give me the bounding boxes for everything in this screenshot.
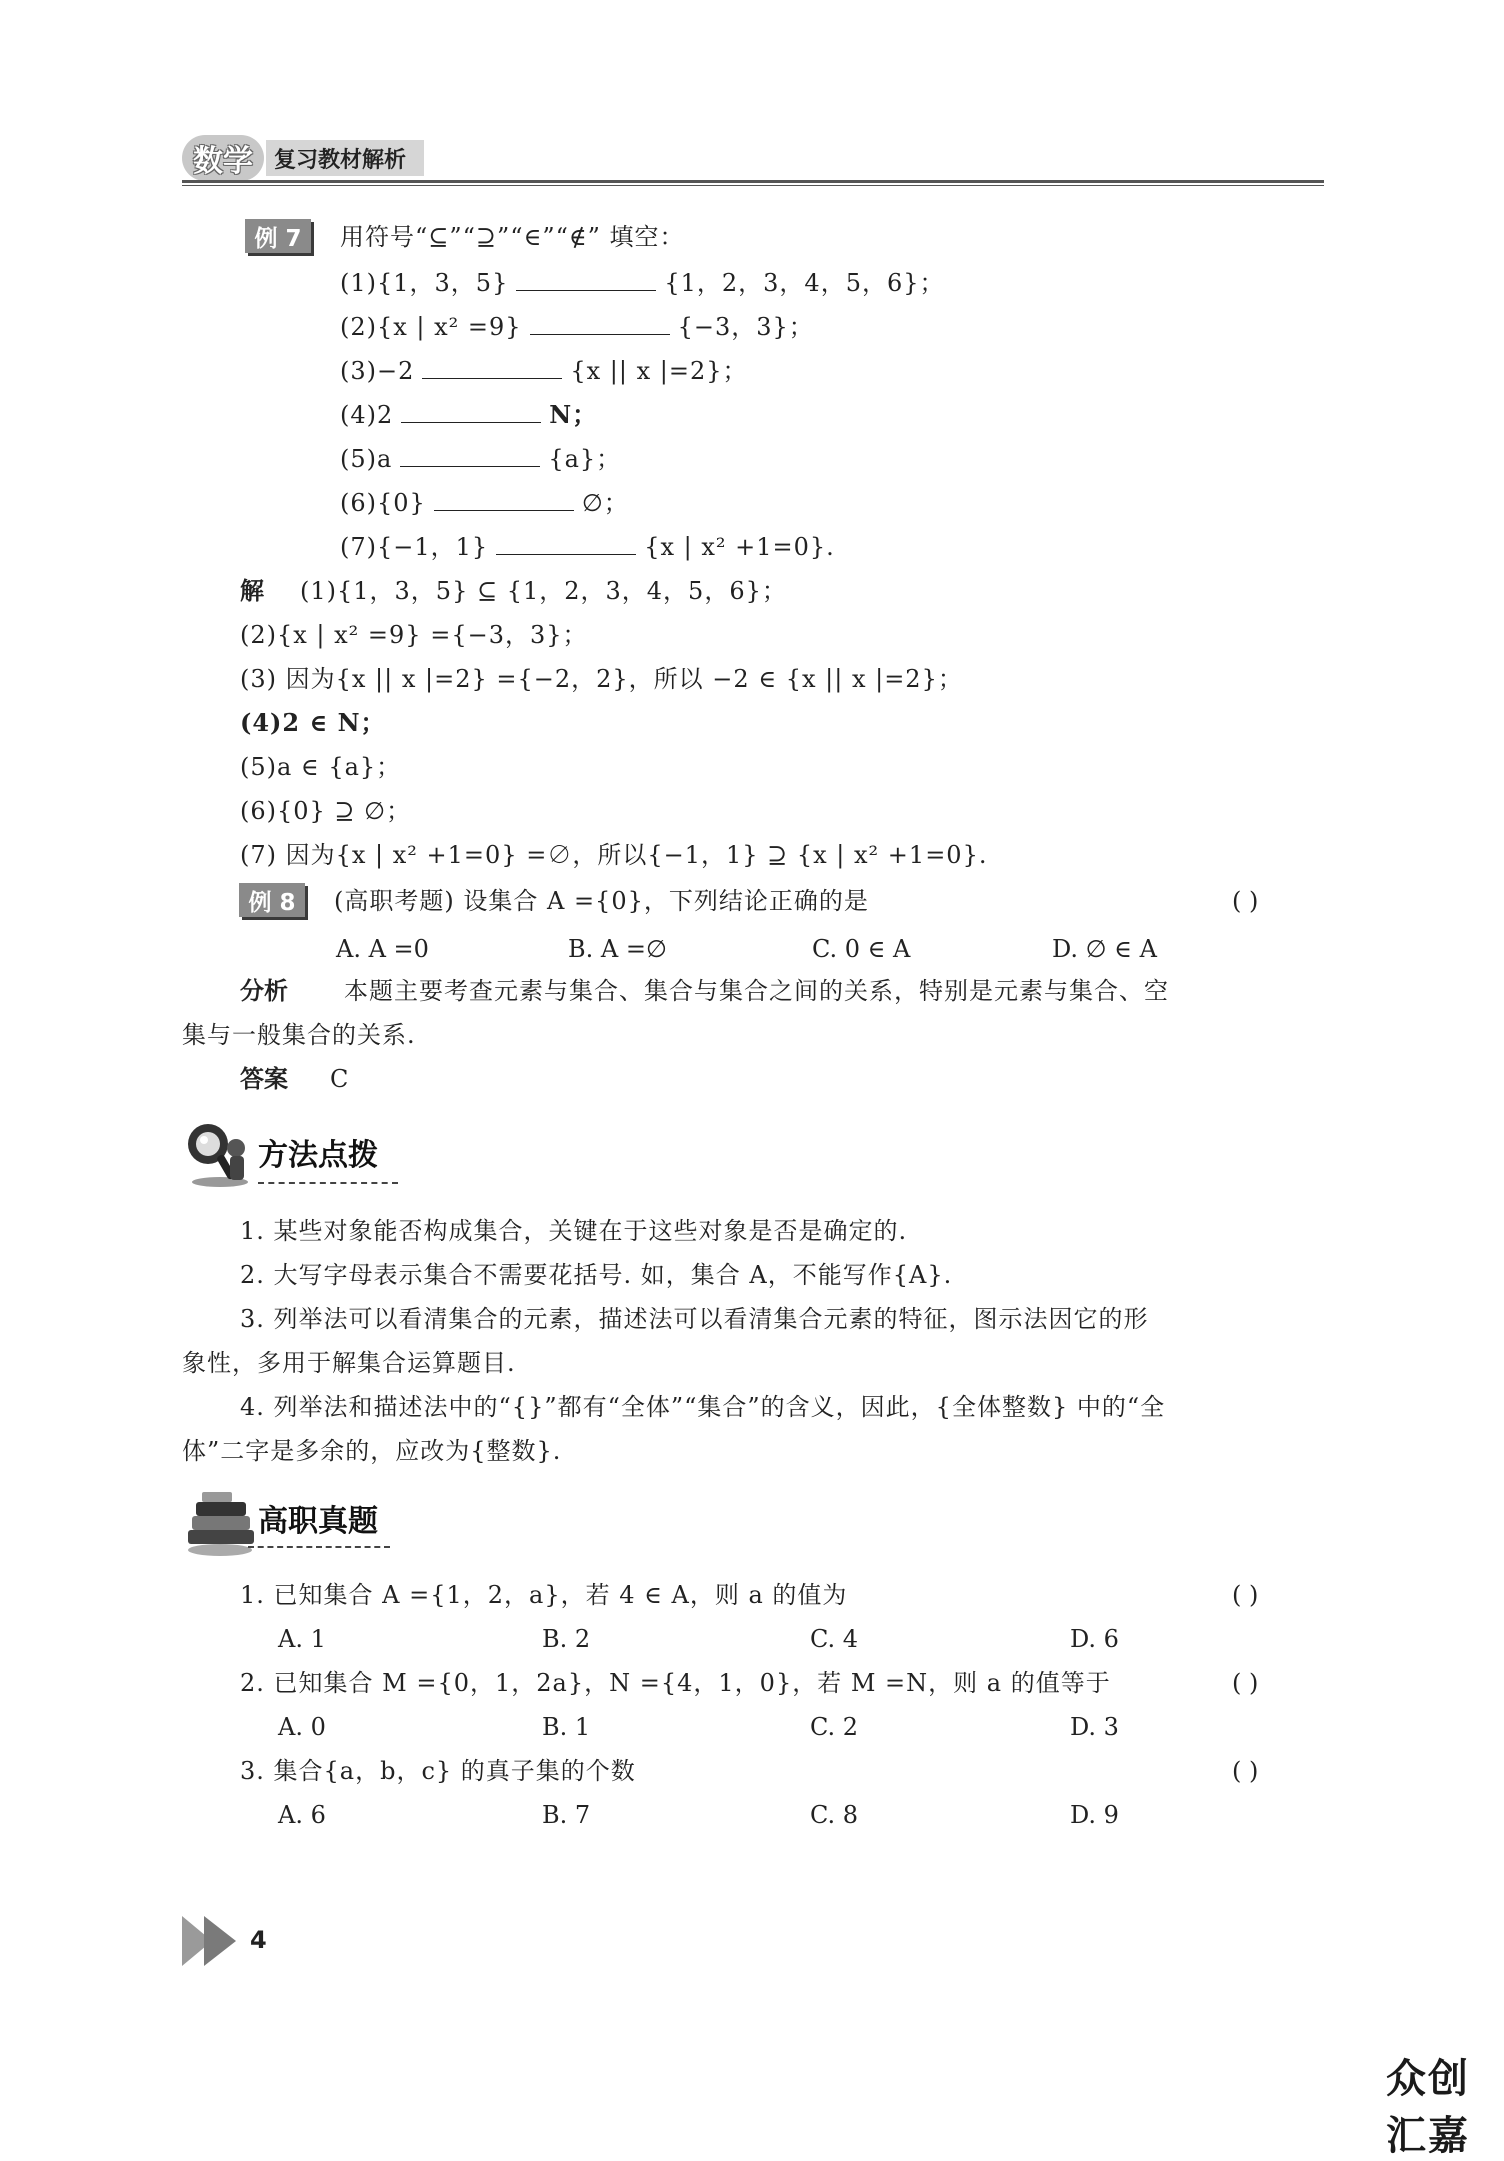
solution-label: 解 [240,577,264,605]
exam-question-2: 2. 已知集合 M ={0，1，2a}，N ={4，1，0}，若 M =N，则 a 的值等于 [240,1669,1111,1697]
example-8-question: (高职考题) 设集合 A ={0}，下列结论正确的是 [334,887,869,915]
answer-value: C [330,1065,350,1093]
method-point-4-cont: 体”二字是多余的，应改为{整数}. [182,1437,562,1465]
method-point-1: 1. 某些对象能否构成集合，关键在于这些对象是否是确定的. [240,1217,908,1245]
ex8-option-a: A. A =0 [336,935,429,963]
solution-line-2: (2){x | x² =9} ={−3，3}； [240,621,588,649]
ex8-option-b: B. A =∅ [568,935,667,963]
ex7-item-7: (7){−1，1} {x | x² +1=0}. [340,533,835,561]
watermark: 众创汇嘉 [1386,2056,1470,2159]
method-point-2: 2. 大写字母表示集合不需要花括号. 如，集合 A，不能写作{A}. [240,1261,953,1289]
section-underline [258,1182,398,1184]
ex7-item-5: (5)a {a}； [340,445,622,473]
method-section-title: 方法点拨 [258,1138,378,1173]
ex7-item-1: (1){1，3，5} {1，2，3，4，5，6}； [340,269,945,297]
magnifier-person-icon [180,1118,260,1190]
example-7-tag: 例 7 [245,219,311,253]
solution-line-1: (1){1，3，5} ⊆ {1，2，3，4，5，6}； [300,577,787,605]
exam-section-title: 高职真题 [258,1504,378,1539]
q1-option-d: D. 6 [1070,1625,1119,1653]
answer-label: 答案 [240,1065,288,1093]
subject-badge: 数学 [182,135,264,181]
q1-option-b: B. 2 [542,1625,591,1653]
q3-option-a: A. 6 [278,1801,326,1829]
ex7-item-3: (3)−2 {x || x |=2}； [340,357,748,385]
answer-paren: ( ) [1232,1669,1259,1697]
solution-line-5: (5)a ∈ {a}； [240,753,402,781]
header-subtitle: 复习教材解析 [266,140,424,176]
ex7-item-4: (4)2 N； [340,400,598,429]
example-8-tag: 例 8 [239,883,305,917]
solution-line-6: (6){0} ⊇ ∅； [240,797,412,825]
method-point-4: 4. 列举法和描述法中的“{}”都有“全体”“集合”的含义，因此，{全体整数} 中的“全 [240,1393,1166,1421]
page-number: 4 [250,1926,267,1954]
solution-line-4: (4)2 ∈ N； [240,708,386,737]
q3-option-c: C. 8 [810,1801,859,1829]
header-rule-thin [182,185,1324,186]
method-point-3: 3. 列举法可以看清集合的元素，描述法可以看清集合元素的特征，图示法因它的形 [240,1305,1149,1333]
solution-line-3: (3) 因为{x || x |=2} ={−2，2}，所以 −2 ∈ {x || x |=2}； [240,665,963,693]
analysis-line-2: 集与一般集合的关系. [182,1021,416,1049]
ex7-item-2: (2){x | x² =9} {−3，3}； [340,313,814,341]
answer-paren: ( ) [1232,887,1259,915]
method-point-3-cont: 象性，多用于解集合运算题目. [182,1349,516,1377]
header-rule [182,180,1324,183]
page-arrow-icon [182,1916,238,1966]
example-7-prompt: 用符号“⊆”“⊇”“∈”“∉” 填空： [340,223,685,251]
analysis-label: 分析 [240,977,288,1005]
exam-question-1: 1. 已知集合 A ={1，2，a}，若 4 ∈ A，则 a 的值为 [240,1581,848,1609]
q1-option-c: C. 4 [810,1625,859,1653]
ex8-option-d: D. ∅ ∈ A [1052,935,1157,963]
answer-paren: ( ) [1232,1581,1259,1609]
ex8-option-c: C. 0 ∈ A [812,935,911,963]
q2-option-c: C. 2 [810,1713,859,1741]
section-underline [248,1546,390,1548]
exam-question-3: 3. 集合{a，b，c} 的真子集的个数 [240,1757,636,1785]
q2-option-b: B. 1 [542,1713,591,1741]
q3-option-d: D. 9 [1070,1801,1119,1829]
q2-option-d: D. 3 [1070,1713,1119,1741]
q3-option-b: B. 7 [542,1801,591,1829]
analysis-line-1: 本题主要考查元素与集合、集合与集合之间的关系，特别是元素与集合、空 [344,977,1169,1005]
ex7-item-6: (6){0} ∅； [340,489,629,517]
q1-option-a: A. 1 [278,1625,326,1653]
answer-paren: ( ) [1232,1757,1259,1785]
q2-option-a: A. 0 [278,1713,326,1741]
solution-line-7: (7) 因为{x | x² +1=0} =∅，所以{−1，1} ⊇ {x | x² +1=0}. [240,841,988,869]
